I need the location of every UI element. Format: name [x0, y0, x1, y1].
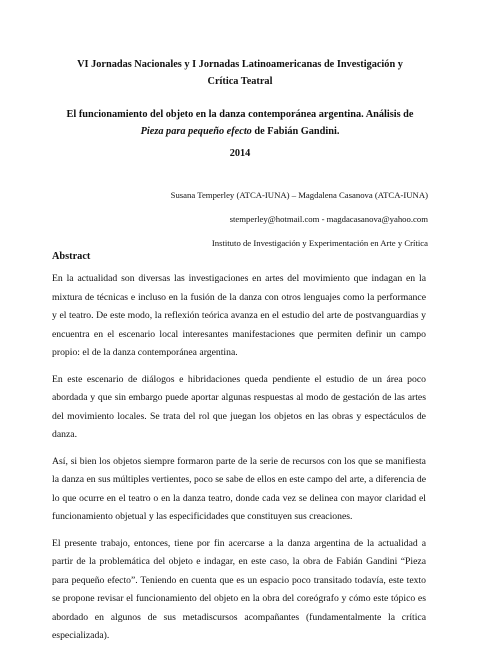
author-names: Susana Temperley (ATCA-IUNA) – Magdalena Casanova (ATCA-IUNA): [170, 190, 428, 200]
paper-title-part2: de Fabián Gandini.: [251, 126, 340, 137]
paper-title-part1: El funcionamiento del objeto en la danza contemporánea argentina. Análisis de: [66, 109, 414, 120]
paper-title-work: Pieza para pequeño efecto: [140, 126, 252, 137]
author-emails: stemperley@hotmail.com - magdacasanova@yahoo.com: [229, 214, 428, 224]
abstract-paragraph: En la actualidad son diversas las investigaciones en artes del movimiento que indagan en la mixtura de técnicas e incluso en la fusión de la danza con otros lenguajes como la performance y el teatro. De este modo, la reflexión teórica avanza en el estudio del arte de postvanguardias y encuentra en el escenario local interesantes manifestaciones que permiten definir un campo propio: el de la danza contemporánea argentina.: [52, 273, 426, 358]
abstract-body: [52, 270, 426, 654]
abstract-paragraph: En este escenario de diálogos e hibridaciones queda pendiente el estudio de un área poco abordada y que sin embargo puede aportar algunas respuestas al modo de gestación de las artes del movimiento locales. Se trata del rol que juegan los objetos en las obras y espectáculos de danza.: [52, 373, 426, 440]
year: 2014: [229, 148, 251, 159]
author-block: [171, 183, 428, 255]
paper-title: [60, 106, 420, 140]
author-institution: Instituto de Investigación y Experimentación en Arte y Crítica: [211, 238, 428, 248]
conference-title: VI Jornadas Nacionales y I Jornadas Latinoamericanas de Investigación y Crítica Teatral: [77, 59, 403, 87]
abstract-paragraph: Así, si bien los objetos siempre formaron parte de la serie de recursos con los que se manifiesta la danza en sus múltiples vertientes, poco se sabe de ellos en este campo del arte, a diferencia de lo que ocurre en el teatro o en la danza teatro, donde cada vez se delinea con mayor claridad el funcionamiento objetual y las especificidades que constituyen sus creaciones.: [52, 455, 426, 522]
abstract-heading: Abstract: [52, 251, 91, 262]
abstract-paragraph: El presente trabajo, entonces, tiene por fin acercarse a la danza argentina de la actualidad a partir de la problemática del objeto e indagar, en este caso, la obra de Fabián Gandini “Pieza para pequeño efecto”. Teniendo en cuenta que es un espacio poco transitado todavía, este texto se propone revisar el funcionamiento del objeto en la obra del coreógrafo y cómo este tópico es abordado en algunos de sus metadiscursos acompañantes (fundamentalmente la crítica especializada).: [52, 537, 426, 641]
